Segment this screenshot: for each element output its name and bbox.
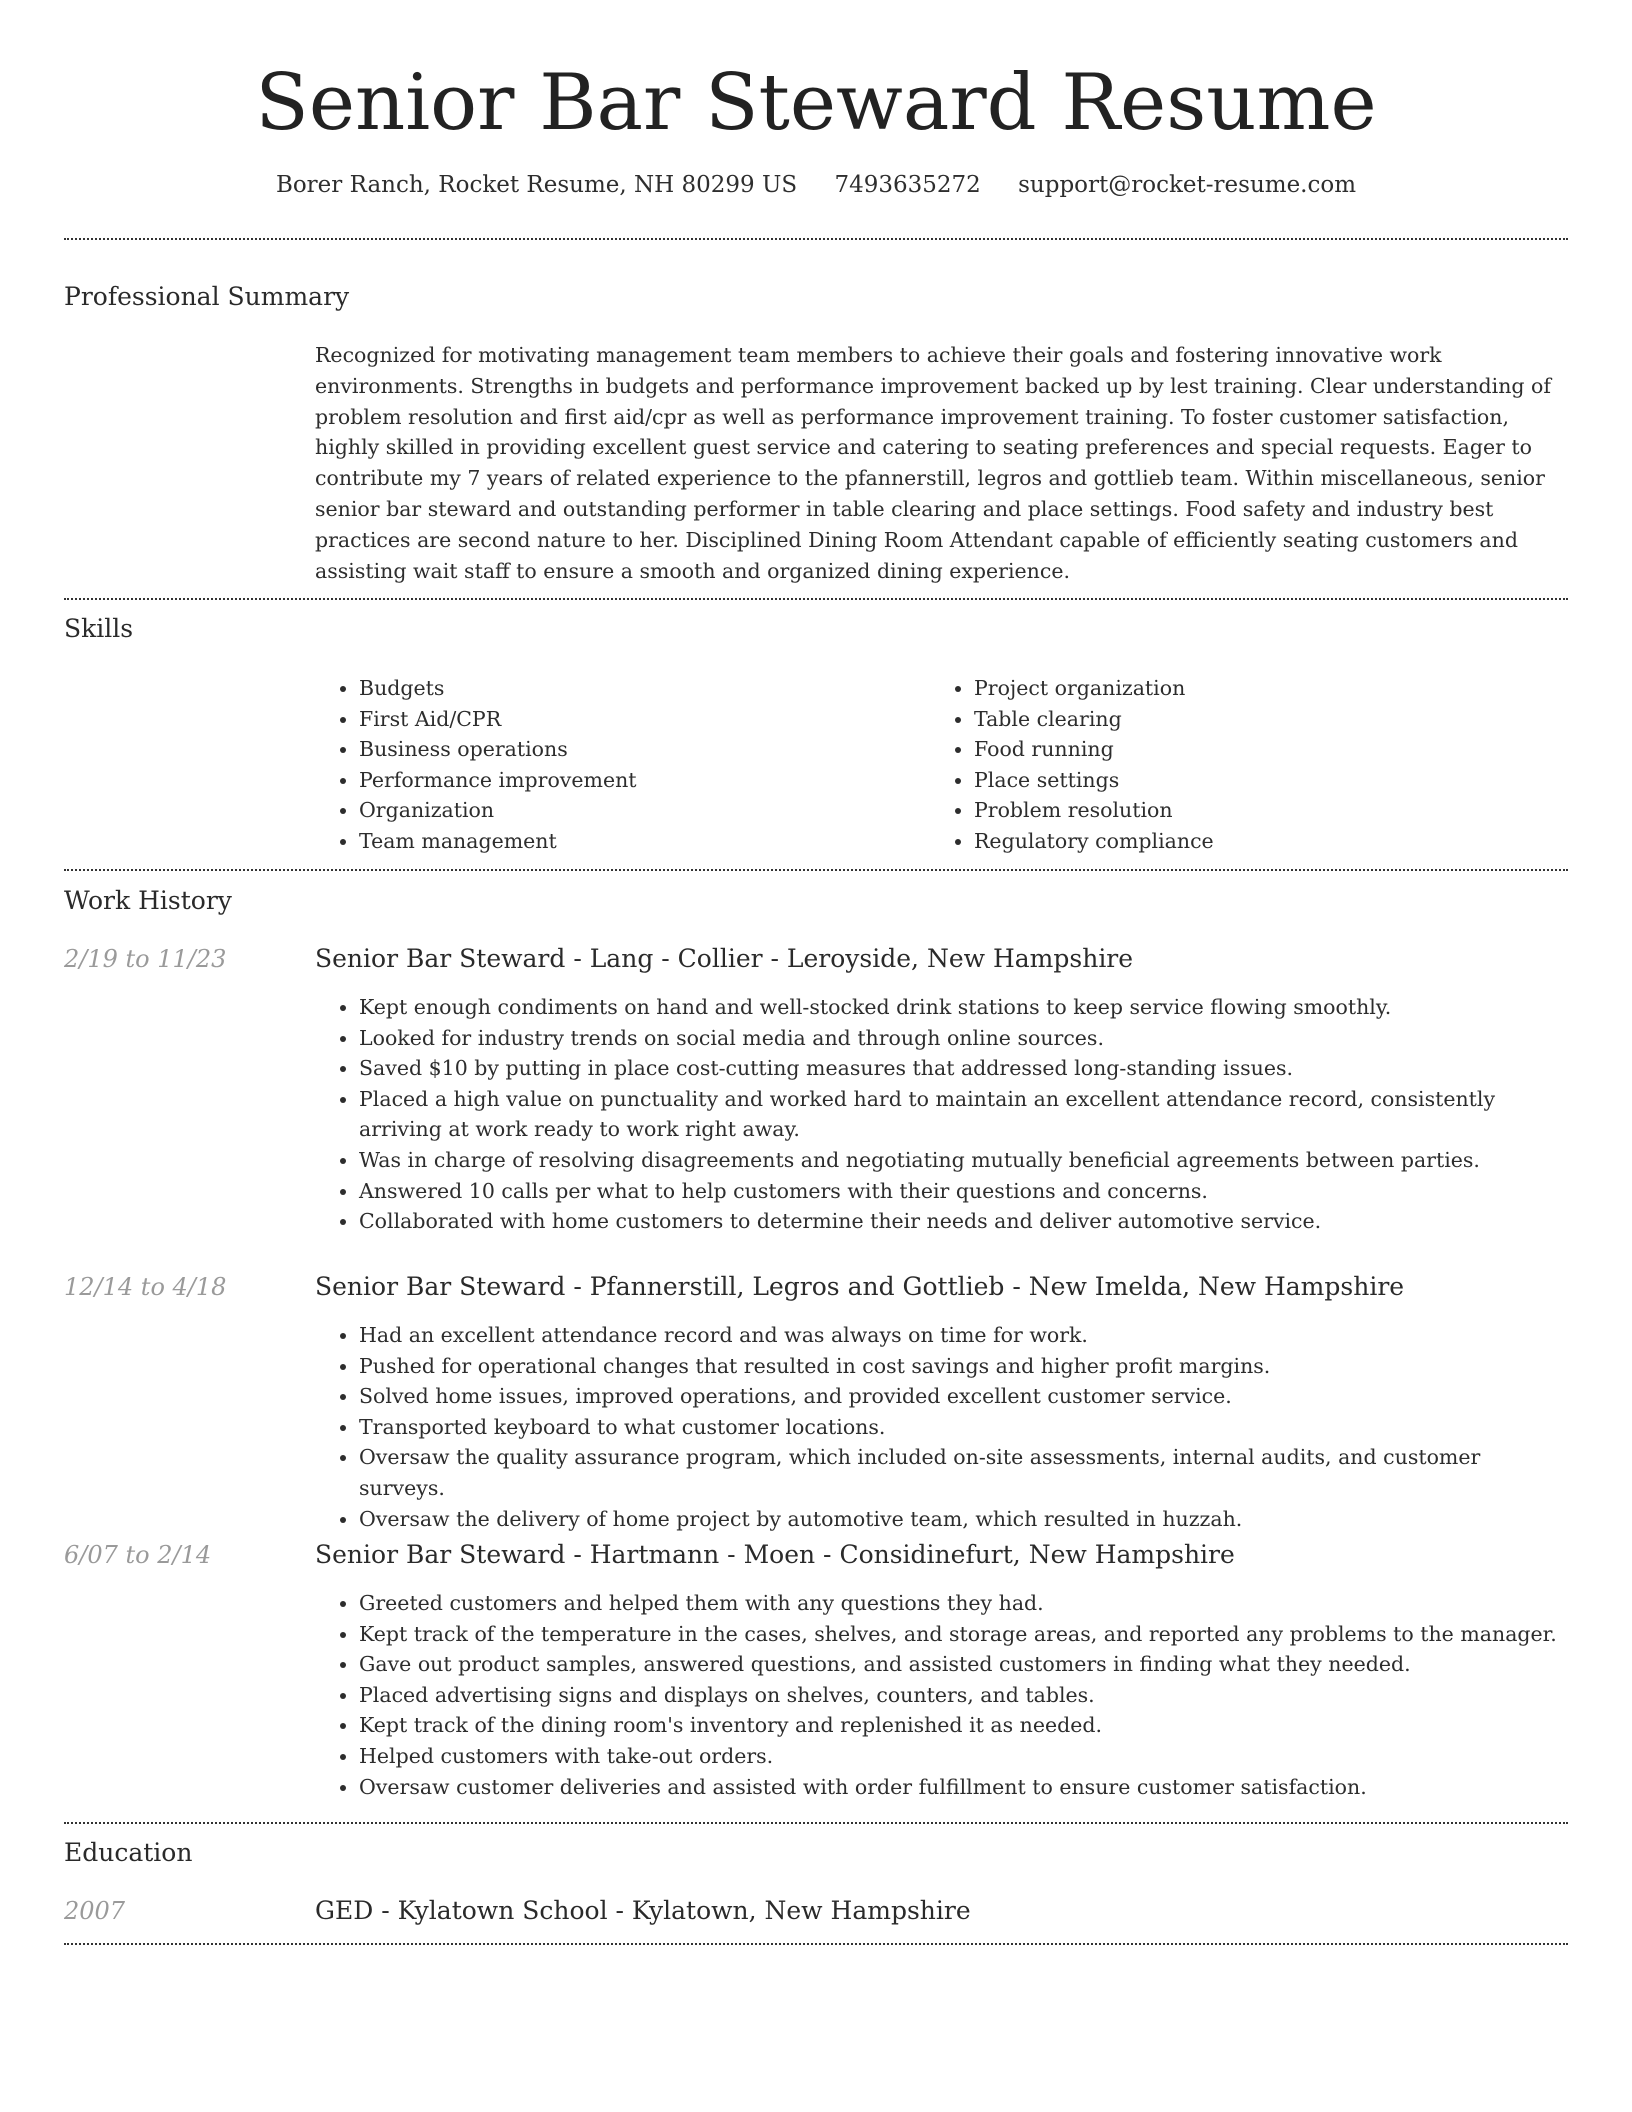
job-title: Senior Bar Steward - Lang - Collier - Leroyside, New Hampshire [315,944,1134,973]
divider [64,869,1568,871]
job-bullet: • Placed advertising signs and displays on shelves, counters, and tables. [359,1680,1568,1711]
section-heading-education: Education [64,1838,193,1867]
section-heading-work: Work History [64,886,232,915]
job-bullet: • Had an excellent attendance record and was always on time for work. [359,1320,1568,1351]
skill-item: • First Aid/CPR [359,704,915,735]
contact-phone: 7493635272 [834,172,981,198]
resume-title: Senior Bar Steward Resume [255,58,1377,148]
section-heading-summary: Professional Summary [64,282,350,311]
skill-item: • Business operations [359,734,915,765]
divider [64,238,1568,240]
job-title: Senior Bar Steward - Pfannerstill, Legros and Gottlieb - New Imelda, New Hampshire [315,1272,1405,1301]
skills-column-right [930,673,1530,857]
section-heading-skills: Skills [64,614,134,643]
divider [64,598,1568,600]
job-bullets [315,1588,1568,1802]
divider [64,1943,1568,1945]
skill-item: • Budgets [359,673,915,704]
job-dates: 12/14 to 4/18 [64,1273,227,1301]
job-bullet: • Pushed for operational changes that resulted in cost savings and higher profit margins. [359,1351,1568,1382]
skill-item: • Organization [359,795,915,826]
skill-item: • Performance improvement [359,765,915,796]
job-bullet: • Saved $10 by putting in place cost-cutting measures that addressed long-standing issues. [359,1053,1568,1084]
job-title: Senior Bar Steward - Hartmann - Moen - Considinefurt, New Hampshire [315,1540,1235,1569]
job-bullet: • Answered 10 calls per what to help customers with their questions and concerns. [359,1176,1568,1207]
job-bullet: • Helped customers with take-out orders. [359,1741,1568,1772]
job-bullet: • Kept track of the temperature in the cases, shelves, and storage areas, and reported any problems to the manager. [359,1619,1568,1650]
divider [64,1822,1568,1824]
job-bullet: • Transported keyboard to what customer locations. [359,1412,1568,1443]
job-bullet: • Oversaw customer deliveries and assisted with order fulfillment to ensure customer satisfaction. [359,1772,1568,1803]
contact-line [0,168,1632,202]
skill-item: • Problem resolution [974,795,1530,826]
job-bullet: • Placed a high value on punctuality and worked hard to maintain an excellent attendance record, consistently arriving at work ready to work right away. [359,1084,1568,1145]
job-bullet: • Kept enough condiments on hand and well-stocked drink stations to keep service flowing smoothly. [359,992,1568,1023]
job-bullet: • Solved home issues, improved operations, and provided excellent customer service. [359,1381,1568,1412]
job-bullet: • Greeted customers and helped them with any questions they had. [359,1588,1568,1619]
job-bullet: • Collaborated with home customers to determine their needs and deliver automotive service. [359,1206,1568,1237]
skills-column-left [315,673,915,857]
skill-item: • Regulatory compliance [974,826,1530,857]
job-bullet: • Oversaw the delivery of home project by automotive team, which resulted in huzzah. [359,1504,1568,1535]
job-bullet: • Looked for industry trends on social media and through online sources. [359,1023,1568,1054]
job-bullets [315,992,1568,1237]
summary-text: Recognized for motivating management team members to achieve their goals and fostering innovative work environments. Strengths in budgets and performance improvement backed up by lest training. Clear understanding of problem resolution and first aid/cpr as well as performance improvement training. To foster customer satisfaction, highly skilled in providing excellent guest service and catering to seating preferences and special requests. Eager to contribute my 7 years of related experience to the pfannerstill, legros and gottlieb team. Within miscellaneous, senior senior bar steward and outstanding performer in table clearing and place settings. Food safety and industry best practices are second nature to her. Disciplined Dining Room Attendant capable of efficiently seating customers and assisting wait staff to ensure a smooth and organized dining experience. [315,343,1551,583]
contact-address: Borer Ranch, Rocket Resume, NH 80299 US [275,172,798,198]
job-bullets [315,1320,1568,1534]
skill-item: • Food running [974,734,1530,765]
skill-item: • Project organization [974,673,1530,704]
job-bullet: • Kept track of the dining room's inventory and replenished it as needed. [359,1710,1568,1741]
job-dates: 2/19 to 11/23 [64,945,227,973]
job-dates: 6/07 to 2/14 [64,1541,212,1569]
job-bullet: • Was in charge of resolving disagreements and negotiating mutually beneficial agreements between parties. [359,1145,1568,1176]
job-bullet: • Gave out product samples, answered questions, and assisted customers in finding what they needed. [359,1649,1568,1680]
education-degree: GED - Kylatown School - Kylatown, New Hampshire [315,1896,971,1925]
skill-item: • Team management [359,826,915,857]
job-bullet: • Oversaw the quality assurance program, which included on-site assessments, internal audits, and customer surveys. [359,1442,1568,1503]
skill-item: • Place settings [974,765,1530,796]
education-year: 2007 [64,1897,126,1925]
contact-email: support@rocket-resume.com [1018,172,1357,198]
skill-item: • Table clearing [974,704,1530,735]
